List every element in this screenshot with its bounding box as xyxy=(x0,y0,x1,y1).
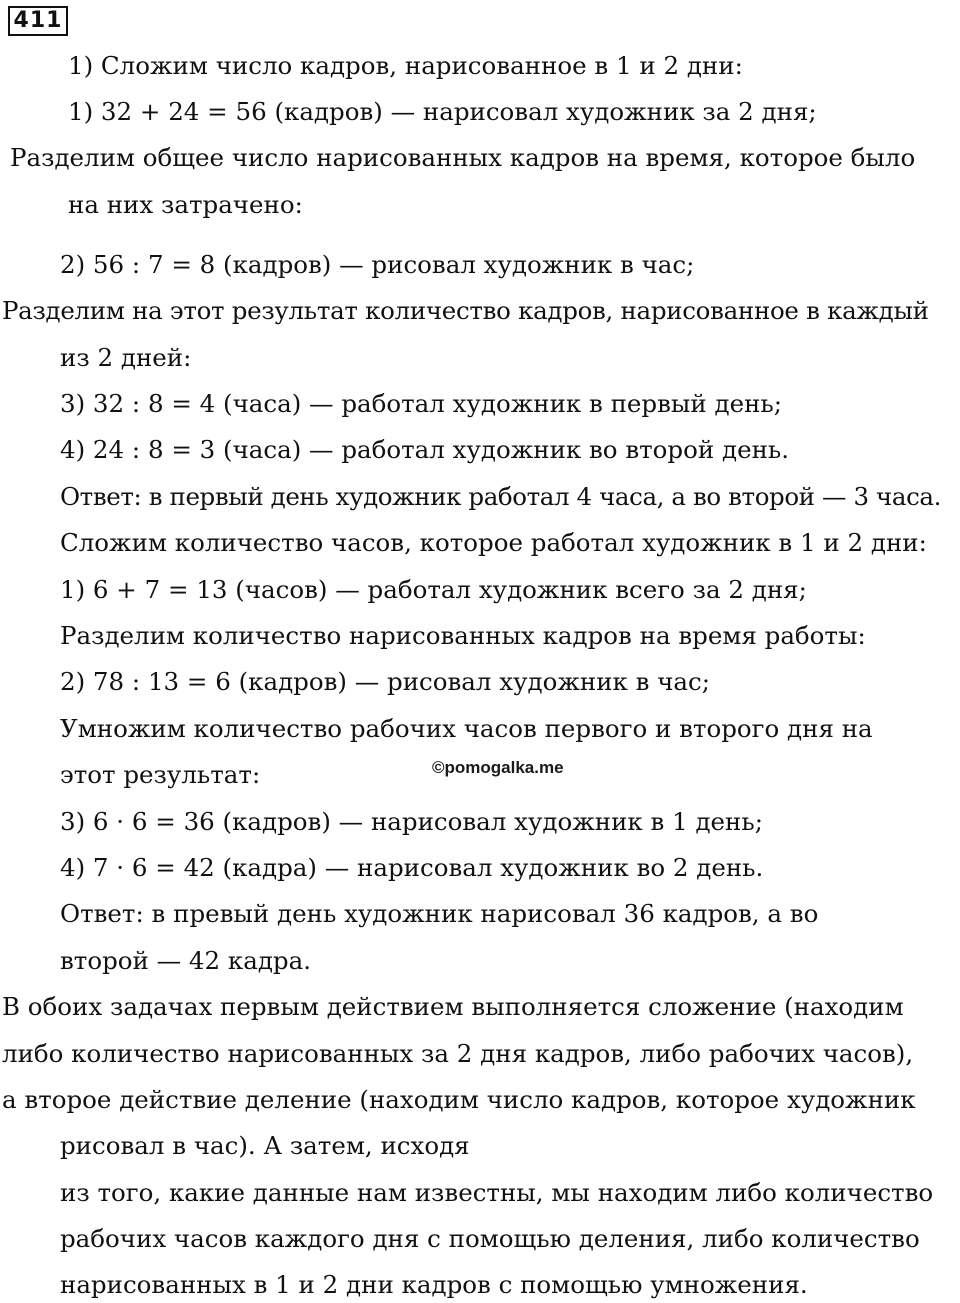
solution-line-10: Сложим количество часов, которое работал художник в 1 и 2 дни: xyxy=(60,528,927,557)
solution-line-2: 1) 32 + 24 = 56 (кадров) — нарисовал художник за 2 дня; xyxy=(68,97,817,126)
conclusion-line-1: В обоих задачах первым действием выполняется сложение (находим xyxy=(2,992,904,1021)
solution-line-1: 1) Сложим число кадров, нарисованное в 1 и 2 дни: xyxy=(68,51,743,80)
solution-line-3: Разделим общее число нарисованных кадров на время, которое было xyxy=(10,143,916,172)
conclusion-line-7: нарисованных в 1 и 2 дни кадров с помощью умножения. xyxy=(60,1270,808,1299)
solution-line-9: 4) 24 : 8 = 3 (часа) — работал художник во второй день. xyxy=(60,435,790,464)
solution-line-16: 3) 6 · 6 = 36 (кадров) — нарисовал художник в 1 день; xyxy=(60,807,763,836)
conclusion-line-2: либо количество нарисованных за 2 дня кадров, либо рабочих часов), xyxy=(2,1039,914,1068)
solution-line-13: 2) 78 : 13 = 6 (кадров) — рисовал художник в час; xyxy=(60,667,710,696)
solution-line-7: из 2 дней: xyxy=(60,343,192,372)
answer-line-3: второй — 42 кадра. xyxy=(60,946,311,975)
solution-line-17: 4) 7 · 6 = 42 (кадра) — нарисовал художник во 2 день. xyxy=(60,853,764,882)
solution-line-15: этот результат: xyxy=(60,760,261,789)
conclusion-line-5: из того, какие данные нам известны, мы находим либо количество xyxy=(60,1178,934,1207)
problem-number-badge: 411 xyxy=(8,6,68,36)
solution-line-6: Разделим на этот результат количество кадров, нарисованное в каждый xyxy=(2,296,929,325)
solution-line-12: Разделим количество нарисованных кадров на время работы: xyxy=(60,621,866,650)
conclusion-line-3: а второе действие деление (находим число кадров, которое художник xyxy=(2,1085,916,1114)
answer-line-1: Ответ: в первый день художник работал 4 часа, а во второй — 3 часа. xyxy=(60,482,941,511)
solution-line-14: Умножим количество рабочих часов первого и второго дня на xyxy=(60,714,873,743)
solution-line-4: на них затрачено: xyxy=(68,190,303,219)
conclusion-line-6: рабочих часов каждого дня с помощью деления, либо количество xyxy=(60,1224,920,1253)
solution-line-8: 3) 32 : 8 = 4 (часа) — работал художник в первый день; xyxy=(60,389,783,418)
watermark: ©pomogalka.me xyxy=(432,758,564,777)
solution-line-11: 1) 6 + 7 = 13 (часов) — работал художник всего за 2 дня; xyxy=(60,575,807,604)
solution-line-5: 2) 56 : 7 = 8 (кадров) — рисовал художник в час; xyxy=(60,250,695,279)
answer-line-2: Ответ: в превый день художник нарисовал 36 кадров, а во xyxy=(60,899,819,928)
conclusion-line-4: рисовал в час). А затем, исходя xyxy=(60,1131,470,1160)
